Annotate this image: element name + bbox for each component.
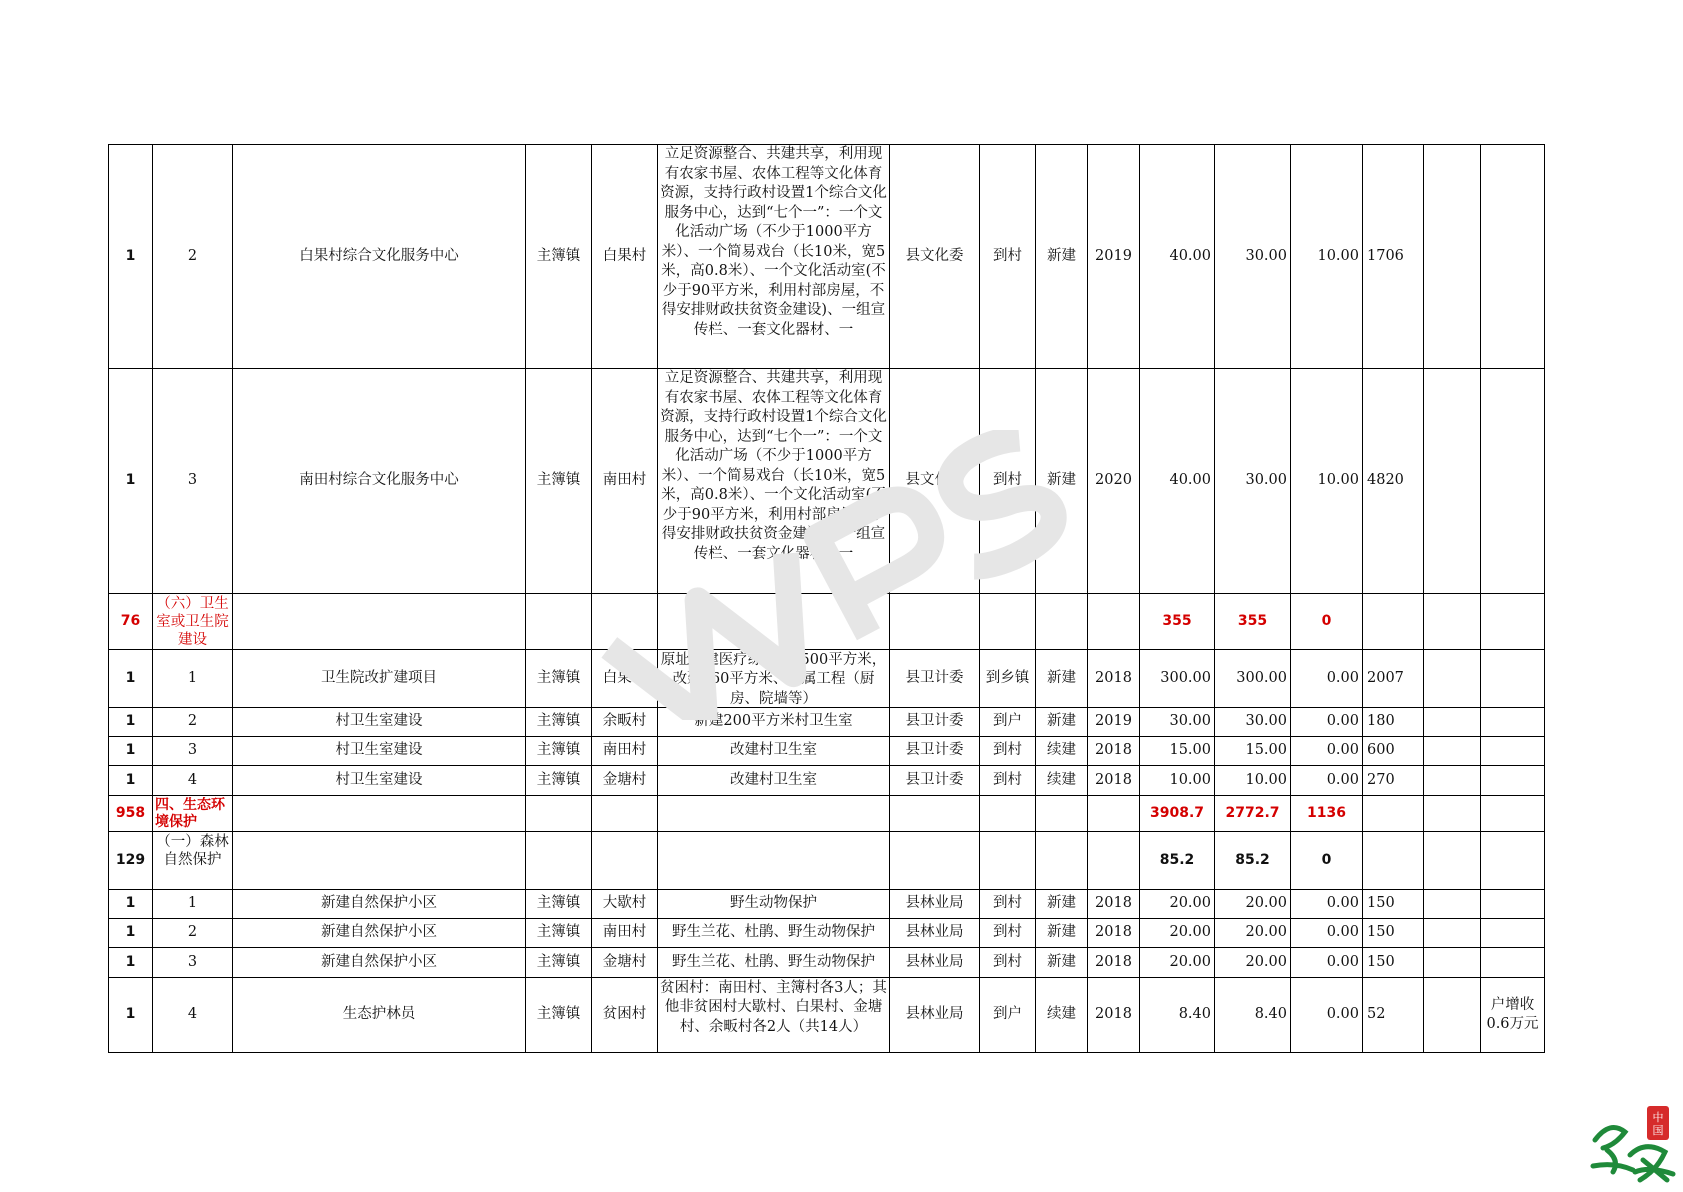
beneficiaries: 270 <box>1363 766 1424 796</box>
other-fund: 0.00 <box>1291 708 1363 737</box>
poverty-fund: 20.00 <box>1215 948 1291 978</box>
total-investment: 10.00 <box>1140 766 1215 796</box>
year: 2018 <box>1088 919 1140 948</box>
extra-2 <box>1481 890 1545 919</box>
row-count: 1 <box>109 890 153 919</box>
nature: 续建 <box>1036 766 1088 796</box>
year: 2020 <box>1088 369 1140 594</box>
other-fund: 0.00 <box>1291 948 1363 978</box>
poverty-fund: 15.00 <box>1215 737 1291 766</box>
project-description: 改建村卫生室 <box>658 737 890 766</box>
level: 到村 <box>980 919 1036 948</box>
poverty-fund: 300.00 <box>1215 650 1291 708</box>
row-seq: 2 <box>153 708 233 737</box>
town: 主簿镇 <box>526 145 592 369</box>
department: 县卫计委 <box>890 650 980 708</box>
beneficiaries: 150 <box>1363 948 1424 978</box>
section-row <box>109 796 1545 832</box>
extra-1 <box>1424 145 1481 369</box>
project-description <box>658 650 890 708</box>
project-description: 改建村卫生室 <box>658 766 890 796</box>
total-investment: 20.00 <box>1140 890 1215 919</box>
nature: 新建 <box>1036 919 1088 948</box>
village: 金塘村 <box>592 766 658 796</box>
extra-2 <box>1481 145 1545 369</box>
level: 到村 <box>980 369 1036 594</box>
project-description: 野生兰花、杜鹃、野生动物保护 <box>658 948 890 978</box>
total-investment: 30.00 <box>1140 708 1215 737</box>
row-count: 1 <box>109 948 153 978</box>
section-count: 76 <box>109 594 153 650</box>
project-name: 新建自然保护小区 <box>233 948 526 978</box>
description-text: 贫困村：南田村、主簿村各3人；其他非贫困村大歇村、白果村、金塘村、余畈村各2人（共14人） <box>660 979 887 1035</box>
beneficiaries: 150 <box>1363 919 1424 948</box>
total-investment: 20.00 <box>1140 919 1215 948</box>
extra-1 <box>1424 919 1481 948</box>
project-description: 新建200平方米村卫生室 <box>658 708 890 737</box>
village: 大歇村 <box>592 890 658 919</box>
extra-1 <box>1424 369 1481 594</box>
nature: 新建 <box>1036 145 1088 369</box>
poverty-fund: 10.00 <box>1215 766 1291 796</box>
year: 2018 <box>1088 737 1140 766</box>
poverty-fund: 20.00 <box>1215 919 1291 948</box>
total-investment: 15.00 <box>1140 737 1215 766</box>
row-count: 1 <box>109 145 153 369</box>
table-row <box>109 919 1545 948</box>
beneficiaries: 600 <box>1363 737 1424 766</box>
row-count: 1 <box>109 737 153 766</box>
town: 主簿镇 <box>526 650 592 708</box>
section-total: 85.2 <box>1140 832 1215 890</box>
department: 县林业局 <box>890 919 980 948</box>
extra-2 <box>1481 737 1545 766</box>
row-seq: 3 <box>153 737 233 766</box>
total-investment: 20.00 <box>1140 948 1215 978</box>
total-investment: 8.40 <box>1140 978 1215 1053</box>
watermark-text: WPS <box>560 430 563 431</box>
extra-2: 户增收0.6万元 <box>1481 978 1545 1053</box>
year: 2018 <box>1088 650 1140 708</box>
town: 主簿镇 <box>526 708 592 737</box>
project-table <box>108 144 1545 1053</box>
section-fund: 85.2 <box>1215 832 1291 890</box>
level: 到户 <box>980 978 1036 1053</box>
table-row <box>109 766 1545 796</box>
nature: 新建 <box>1036 890 1088 919</box>
poverty-fund: 30.00 <box>1215 708 1291 737</box>
section-fund: 2772.7 <box>1215 796 1291 832</box>
beneficiaries: 1706 <box>1363 145 1424 369</box>
section-title-text: （一）森林自然保护 <box>156 833 229 868</box>
project-description <box>658 145 890 369</box>
department: 县卫计委 <box>890 737 980 766</box>
other-fund: 10.00 <box>1291 145 1363 369</box>
nature: 新建 <box>1036 650 1088 708</box>
table-row <box>109 369 1545 594</box>
other-fund: 0.00 <box>1291 650 1363 708</box>
project-name: 南田村综合文化服务中心 <box>233 369 526 594</box>
department: 县文化委 <box>890 145 980 369</box>
level: 到村 <box>980 948 1036 978</box>
row-seq: 3 <box>153 369 233 594</box>
year: 2018 <box>1088 890 1140 919</box>
section-title <box>153 832 233 890</box>
beneficiaries: 150 <box>1363 890 1424 919</box>
table-row <box>109 737 1545 766</box>
row-count: 1 <box>109 369 153 594</box>
total-investment: 40.00 <box>1140 369 1215 594</box>
table-row <box>109 708 1545 737</box>
section-other: 0 <box>1291 832 1363 890</box>
village: 余畈村 <box>592 708 658 737</box>
yuexi-logo <box>1585 1100 1680 1188</box>
level: 到乡镇 <box>980 650 1036 708</box>
subsection-row <box>109 832 1545 890</box>
other-fund: 0.00 <box>1291 890 1363 919</box>
town: 主簿镇 <box>526 919 592 948</box>
town: 主簿镇 <box>526 890 592 919</box>
row-seq: 1 <box>153 890 233 919</box>
extra-1 <box>1424 948 1481 978</box>
poverty-fund: 30.00 <box>1215 369 1291 594</box>
description-text: 原址新建医疗综合楼1500平方米，改建660平方米、附属工程（厨房、院墙等） <box>660 651 887 707</box>
other-fund: 0.00 <box>1291 766 1363 796</box>
section-title <box>153 594 233 650</box>
project-name: 村卫生室建设 <box>233 766 526 796</box>
row-count: 1 <box>109 708 153 737</box>
row-count: 1 <box>109 766 153 796</box>
beneficiaries: 52 <box>1363 978 1424 1053</box>
project-name: 白果村综合文化服务中心 <box>233 145 526 369</box>
total-investment: 40.00 <box>1140 145 1215 369</box>
town: 主簿镇 <box>526 737 592 766</box>
project-description <box>658 978 890 1053</box>
table-row <box>109 890 1545 919</box>
year: 2018 <box>1088 948 1140 978</box>
project-description <box>658 369 890 594</box>
extra-2 <box>1481 919 1545 948</box>
nature: 续建 <box>1036 978 1088 1053</box>
section-count: 129 <box>109 832 153 890</box>
nature: 新建 <box>1036 948 1088 978</box>
department: 县文化委 <box>890 369 980 594</box>
section-row <box>109 594 1545 650</box>
town: 主簿镇 <box>526 766 592 796</box>
project-description: 野生动物保护 <box>658 890 890 919</box>
project-name: 村卫生室建设 <box>233 737 526 766</box>
village: 贫困村 <box>592 978 658 1053</box>
department: 县林业局 <box>890 890 980 919</box>
section-fund: 355 <box>1215 594 1291 650</box>
poverty-fund: 30.00 <box>1215 145 1291 369</box>
other-fund: 0.00 <box>1291 978 1363 1053</box>
row-seq: 4 <box>153 978 233 1053</box>
project-name: 卫生院改扩建项目 <box>233 650 526 708</box>
extra-2 <box>1481 708 1545 737</box>
other-fund: 0.00 <box>1291 919 1363 948</box>
row-seq: 4 <box>153 766 233 796</box>
nature: 新建 <box>1036 369 1088 594</box>
table-row <box>109 948 1545 978</box>
extra-2 <box>1481 948 1545 978</box>
project-name: 村卫生室建设 <box>233 708 526 737</box>
table-row <box>109 145 1545 369</box>
department: 县林业局 <box>890 978 980 1053</box>
village: 白果村 <box>592 145 658 369</box>
extra-1 <box>1424 737 1481 766</box>
section-title-text: （六）卫生室或卫生院建设 <box>156 595 229 648</box>
project-name: 生态护林员 <box>233 978 526 1053</box>
section-total: 355 <box>1140 594 1215 650</box>
other-fund: 0.00 <box>1291 737 1363 766</box>
description-text: 立足资源整合、共建共享，利用现有农家书屋、农体工程等文化体育资源，支持行政村设置1个综合文化服务中心，达到“七个一”：一个文化活动广场（不少于1000平方米）、一个简易戏台（长10米，宽5米，高0.8米）、一个文化活动室(不少于90平方米，利用村部房屋，不得安排财政扶贫资金建设)、一组宣传栏、一套文化器材、一 <box>660 146 887 338</box>
department: 县卫计委 <box>890 708 980 737</box>
village: 金塘村 <box>592 948 658 978</box>
village: 南田村 <box>592 369 658 594</box>
section-count: 958 <box>109 796 153 832</box>
nature: 新建 <box>1036 708 1088 737</box>
project-description: 野生兰花、杜鹃、野生动物保护 <box>658 919 890 948</box>
project-name: 新建自然保护小区 <box>233 919 526 948</box>
level: 到户 <box>980 708 1036 737</box>
village: 南田村 <box>592 737 658 766</box>
year: 2018 <box>1088 978 1140 1053</box>
department: 县林业局 <box>890 948 980 978</box>
row-count: 1 <box>109 650 153 708</box>
project-table-sheet <box>108 144 1545 1053</box>
yuexi-logo-icon <box>1585 1100 1680 1188</box>
row-seq: 1 <box>153 650 233 708</box>
extra-1 <box>1424 978 1481 1053</box>
row-seq: 2 <box>153 919 233 948</box>
nature: 续建 <box>1036 737 1088 766</box>
other-fund: 10.00 <box>1291 369 1363 594</box>
extra-2 <box>1481 369 1545 594</box>
department: 县卫计委 <box>890 766 980 796</box>
year: 2019 <box>1088 145 1140 369</box>
village: 南田村 <box>592 919 658 948</box>
level: 到村 <box>980 890 1036 919</box>
section-other: 0 <box>1291 594 1363 650</box>
town: 主簿镇 <box>526 948 592 978</box>
section-title-text: 四、生态环境保护 <box>155 796 225 830</box>
year: 2018 <box>1088 766 1140 796</box>
extra-1 <box>1424 708 1481 737</box>
beneficiaries: 4820 <box>1363 369 1424 594</box>
beneficiaries: 2007 <box>1363 650 1424 708</box>
poverty-fund: 8.40 <box>1215 978 1291 1053</box>
poverty-fund: 20.00 <box>1215 890 1291 919</box>
table-row <box>109 650 1545 708</box>
extra-1 <box>1424 766 1481 796</box>
beneficiaries: 180 <box>1363 708 1424 737</box>
level: 到村 <box>980 145 1036 369</box>
extra-2 <box>1481 650 1545 708</box>
total-investment: 300.00 <box>1140 650 1215 708</box>
description-text: 立足资源整合、共建共享，利用现有农家书屋、农体工程等文化体育资源，支持行政村设置1个综合文化服务中心，达到“七个一”：一个文化活动广场（不少于1000平方米）、一个简易戏台（长10米，宽5米，高0.8米）、一个文化活动室(不少于90平方米，利用村部房屋，不得安排财政扶贫资金建设)、一组宣传栏、一套文化器材、一 <box>660 370 887 562</box>
village: 白果村 <box>592 650 658 708</box>
project-name: 新建自然保护小区 <box>233 890 526 919</box>
extra-1 <box>1424 650 1481 708</box>
row-count: 1 <box>109 978 153 1053</box>
extra-1 <box>1424 890 1481 919</box>
town: 主簿镇 <box>526 978 592 1053</box>
section-total: 3908.7 <box>1140 796 1215 832</box>
row-count: 1 <box>109 919 153 948</box>
row-seq: 2 <box>153 145 233 369</box>
town: 主簿镇 <box>526 369 592 594</box>
level: 到村 <box>980 737 1036 766</box>
table-row <box>109 978 1545 1053</box>
extra-2 <box>1481 766 1545 796</box>
section-other: 1136 <box>1291 796 1363 832</box>
row-seq: 3 <box>153 948 233 978</box>
level: 到村 <box>980 766 1036 796</box>
year: 2019 <box>1088 708 1140 737</box>
logo-badge-text: 中国 <box>1652 1111 1664 1137</box>
section-title <box>153 796 233 832</box>
